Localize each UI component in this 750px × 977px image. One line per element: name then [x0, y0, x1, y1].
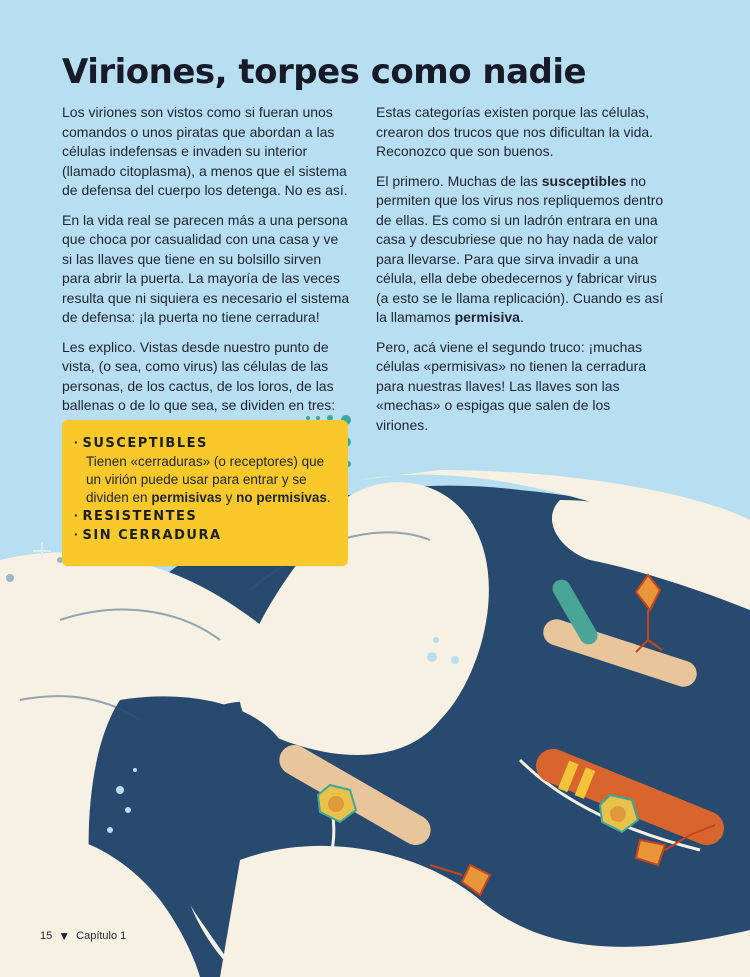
- bold-term: permisivas: [151, 490, 222, 505]
- bold-term: no permisivas: [236, 490, 327, 505]
- bullet: ·: [74, 435, 79, 450]
- bold-term: susceptibles: [541, 172, 627, 189]
- category-title: SIN CERRADURA: [82, 528, 222, 543]
- bullet: ·: [74, 508, 79, 523]
- text-segment: .: [519, 309, 524, 325]
- paragraph: Los viriones son vistos como si fueran unos comandos o unos piratas que abordan a las células indefensas e invaden su interior (llamado citoplasma), a menos que el sistema de defensa del cuerpo los detenga. No es así.: [62, 104, 348, 198]
- paragraph: Estas categorías existen porque las células, crearon dos trucos que nos dificultan la vida. Reconozco que son buenos.: [376, 104, 654, 159]
- list-item: [74, 526, 338, 545]
- category-title: SUSCEPTIBLES: [82, 436, 208, 451]
- chapter-label: Capítulo 1: [76, 930, 127, 942]
- categories-box: [62, 420, 348, 566]
- page-title: Viriones, torpes como nadie: [62, 52, 587, 92]
- page-footer: [40, 929, 126, 943]
- right-column: [376, 103, 666, 445]
- text-segment: El primero. Muchas de las: [376, 172, 542, 189]
- bold-term: permisiva: [454, 309, 520, 325]
- paragraph: [376, 172, 666, 328]
- list-item: [74, 507, 338, 526]
- text-segment: Tienen «cerraduras» (o receptores) que un virión puede usar para entrar y se dividen en: [86, 454, 325, 505]
- paragraph: En la vida real se parecen más a una persona que choca por casualidad con una casa y ve si las llaves que tiene en su bolsillo sirven para abrir la puerta. La mayoría de las veces resulta que ni siquiera es necesario el sistema de defensa: ¡la puerta no tiene cerradura!: [62, 211, 350, 325]
- left-column: [62, 103, 352, 426]
- text-segment: no permiten que los virus nos repliquemos dentro de ellas. Es como si un ladrón entrara en una casa y descubriese que no hay nada de valor para llevarse. Para que sirva invadir a una célula, ella debe obedecernos y fabricar virus (a esto se le llama replicación). Cuando es así la llamamos: [376, 172, 664, 325]
- list-item: [74, 434, 338, 507]
- paragraph: Les explico. Vistas desde nuestro punto de vista, (o sea, como virus) las células de las personas, de los cactus, de los loros, de las ballenas o de lo que sea, se dividen en tres:: [62, 338, 336, 413]
- text-segment: y: [221, 490, 237, 505]
- categories-list: [62, 420, 348, 545]
- category-description: [74, 453, 338, 507]
- text-segment: .: [326, 490, 331, 505]
- category-title: RESISTENTES: [82, 509, 198, 524]
- chevron-down-icon: ▼: [58, 929, 71, 943]
- paragraph: Pero, acá viene el segundo truco: ¡muchas células «permisivas» no tienen la cerradura para nuestras llaves! Las llaves son las «mechas» o espigas que salen de los viriones.: [376, 338, 647, 433]
- page-number: 15: [40, 930, 53, 942]
- bullet: ·: [74, 527, 79, 542]
